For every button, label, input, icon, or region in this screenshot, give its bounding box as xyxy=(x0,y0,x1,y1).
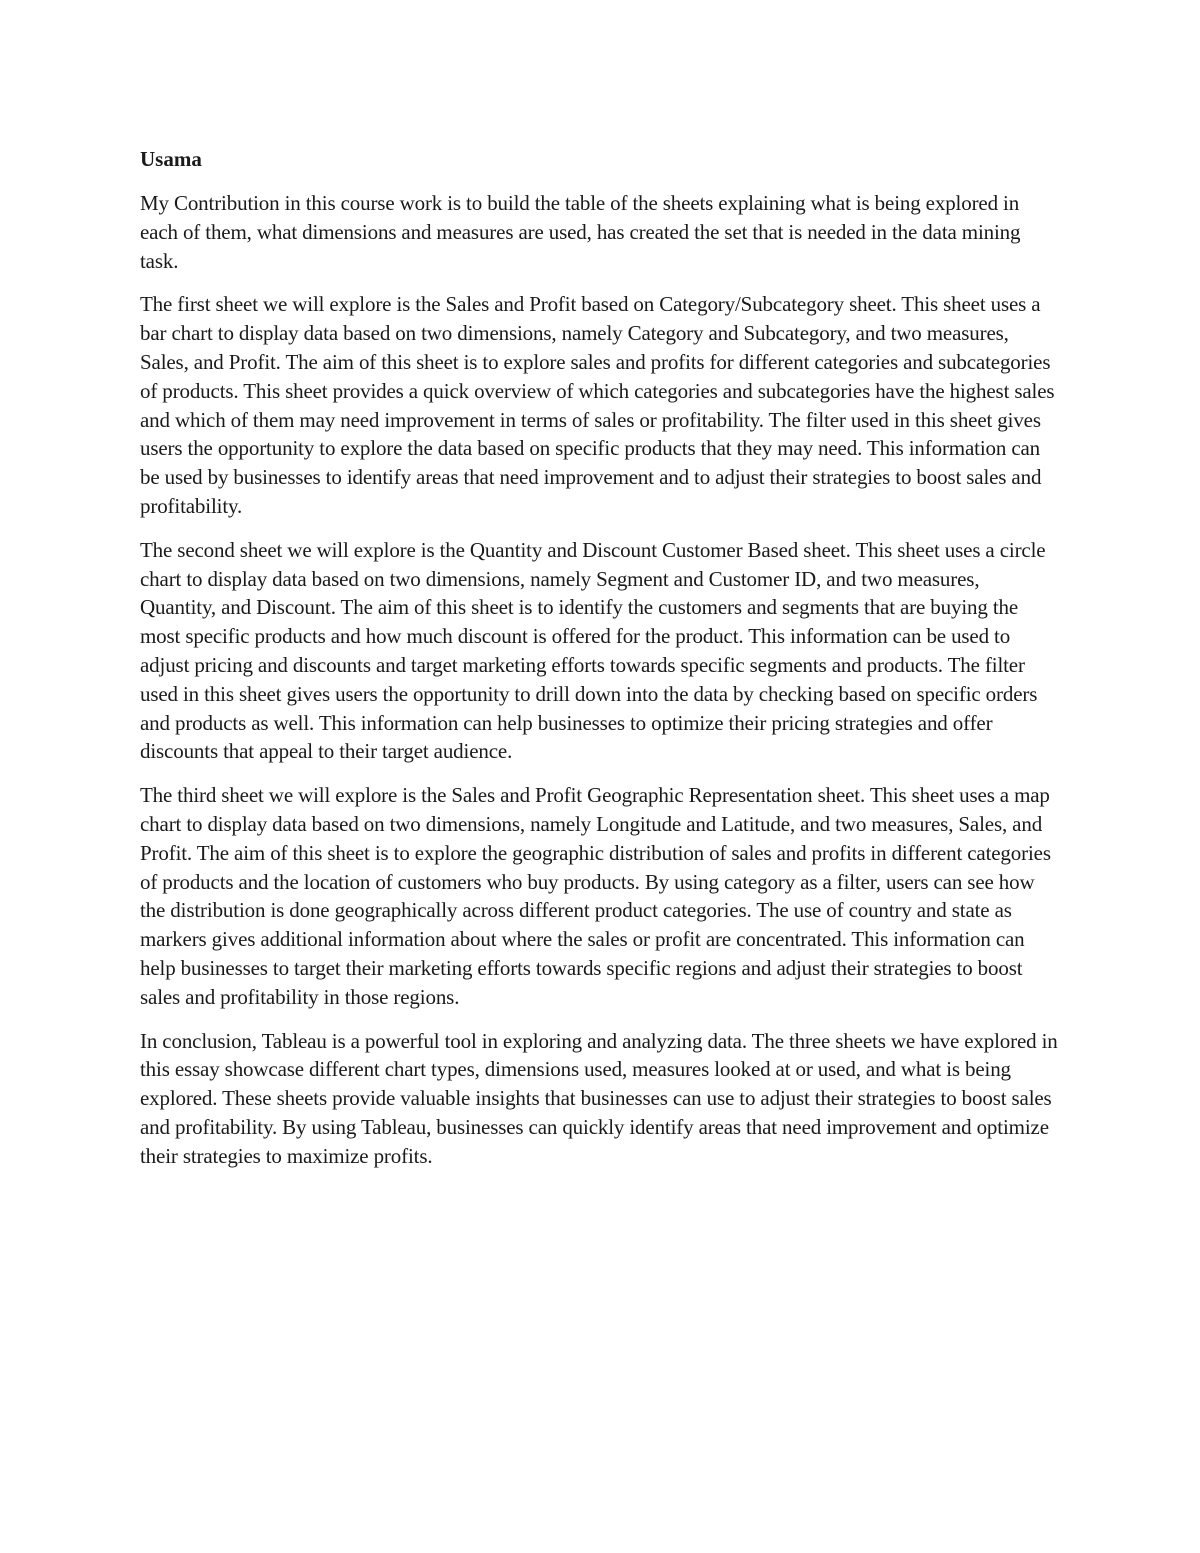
paragraph-first-sheet: The first sheet we will explore is the Sales and Profit based on Category/Subcategory sheet. This sheet uses a bar chart to display data based on two dimensions, namely Category and Subcategory, and two measures, Sales, and Profit. The aim of this sheet is to explore sales and profits for different categories and subcategories of products. This sheet provides a quick overview of which categories and subcategories have the highest sales and which of them may need improvement in terms of sales or profitability. The filter used in this sheet gives users the opportunity to explore the data based on specific products that they may need. This information can be used by businesses to identify areas that need improvement and to adjust their strategies to boost sales and profitability. xyxy=(140,292,1055,518)
paragraph-third-sheet: The third sheet we will explore is the Sales and Profit Geographic Representation sheet. This sheet uses a map chart to display data based on two dimensions, namely Longitude and Latitude, and two measures, Sales, and Profit. The aim of this sheet is to explore the geographic distribution of sales and profits in different categories of products and the location of customers who buy products. By using category as a filter, users can see how the distribution is done geographically across different product categories. The use of country and state as markers gives additional information about where the sales or profit are concentrated. This information can help businesses to target their marketing efforts towards specific regions and adjust their strategies to boost sales and profitability in those regions. xyxy=(140,783,1051,1009)
paragraph-contribution: My Contribution in this course work is to build the table of the sheets explaining what is being explored in each of them, what dimensions and measures are used, has created the set that is needed in the data mining task. xyxy=(140,191,1021,273)
author-heading: Usama xyxy=(140,147,202,171)
paragraph-second-sheet: The second sheet we will explore is the Quantity and Discount Customer Based sheet. This sheet uses a circle chart to display data based on two dimensions, namely Segment and Customer ID, and two measures, Quantity, and Discount. The aim of this sheet is to identify the customers and segments that are buying the most specific products and how much discount is offered for the product. This information can be used to adjust pricing and discounts and target marketing efforts towards specific segments and products. The filter used in this sheet gives users the opportunity to drill down into the data by checking based on specific orders and products as well. This information can help businesses to optimize their pricing strategies and offer discounts that appeal to their target audience. xyxy=(140,537,1046,764)
paragraph-conclusion: In conclusion, Tableau is a powerful tool in exploring and analyzing data. The three sheets we have explored in this essay showcase different chart types, dimensions used, measures looked at or used, and what is being explored. These sheets provide valuable insights that businesses can use to adjust their strategies to boost sales and profitability. By using Tableau, businesses can quickly identify areas that need improvement and optimize their strategies to maximize profits. xyxy=(140,1028,1058,1168)
